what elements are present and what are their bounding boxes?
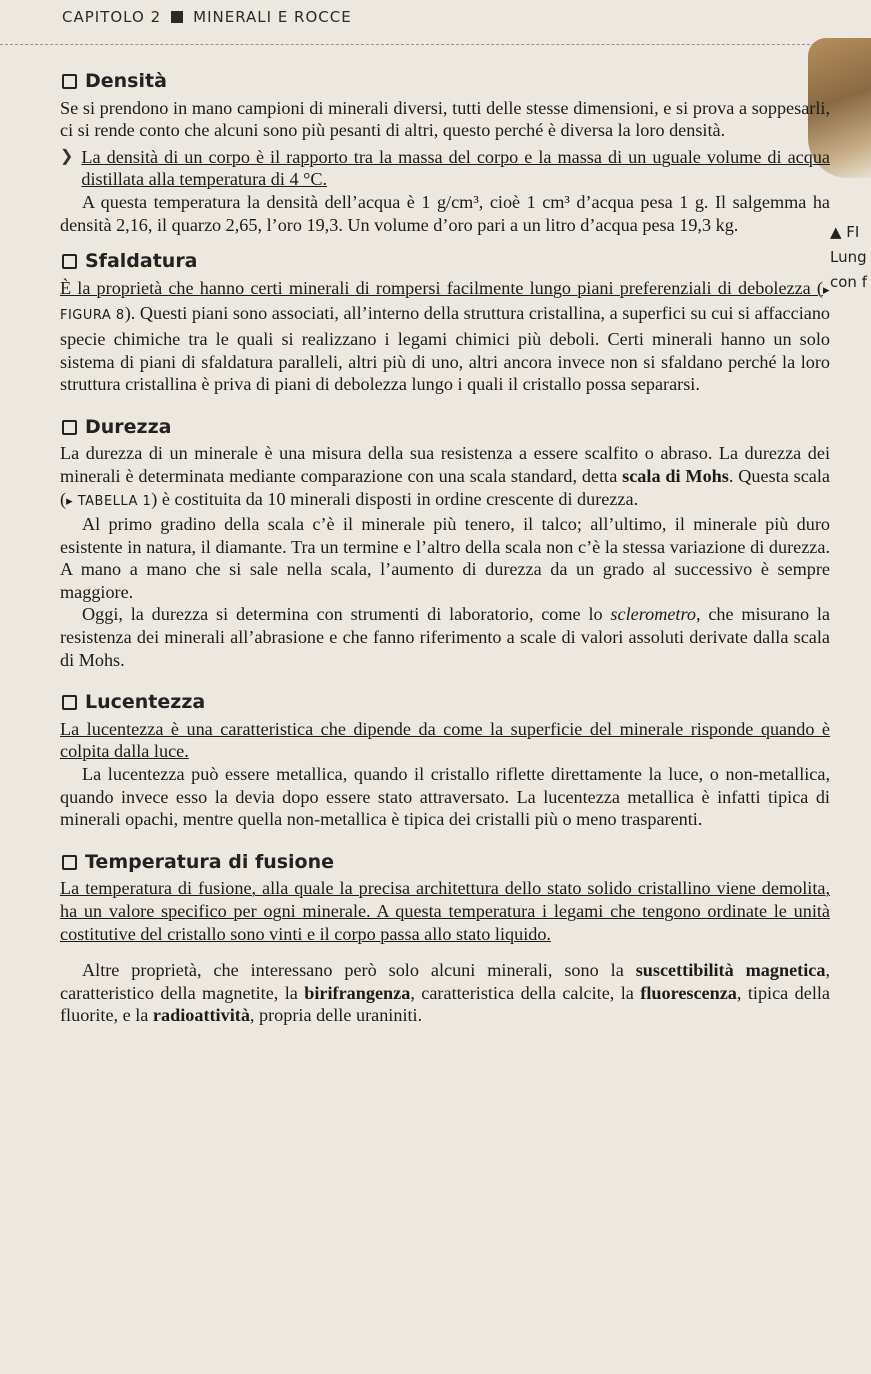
table-reference[interactable]: ▸ TABELLA 1 xyxy=(66,493,152,509)
caption-line-2: Lung xyxy=(830,248,867,266)
section-box-icon xyxy=(62,254,77,269)
densita-paragraph-2: A questa temperatura la densità dell’acqua è 1 g/cm³, cioè 1 cm³ d’acqua pesa 1 g. Il salgemma ha densità 2,16, il quarzo 2,65, l’oro 19,3. Un volume d’oro pari a un litro d’acqua pesa 19,3 kg. xyxy=(60,191,830,235)
section-title-fusione: Temperatura di fusione xyxy=(62,851,830,874)
section-title-densita: Densità xyxy=(62,70,830,93)
section-title-durezza: Durezza xyxy=(62,416,830,439)
section-title-sfaldatura: Sfaldatura xyxy=(62,250,830,273)
section-box-icon xyxy=(62,420,77,435)
chapter-number: CAPITOLO 2 xyxy=(62,8,162,26)
caption-line-3: con f xyxy=(830,273,867,291)
lucentezza-paragraph-1: La lucentezza è una caratteristica che dipende da come la superficie del minerale risponde quando è colpita dalla luce. xyxy=(60,718,830,762)
header-divider xyxy=(0,44,830,45)
section-box-icon xyxy=(62,74,77,89)
durezza-paragraph-3: Oggi, la durezza si determina con strumenti di laboratorio, come lo sclerometro, che misurano la resistenza dei minerali all’abrasione e che fanno riferimento a scale di valori assoluti derivate dalla scala di Mohs. xyxy=(60,604,831,670)
arrow-right-icon: ❯ xyxy=(60,147,74,165)
durezza-paragraph-2: Al primo gradino della scala c’è il minerale più tenero, il talco; all’ultimo, il minerale più duro esistente in natura, il diamante. Tra un termine e l’altro della scala non c’è la stessa variazione di durezza. A mano a mano che si sale nella scala, l’aumento di durezza da un grado al successivo è sempre maggiore. xyxy=(60,514,830,602)
figure-reference[interactable]: ▸ FIGURA 8 xyxy=(60,282,830,324)
chapter-header xyxy=(62,8,352,26)
section-title-lucentezza: Lucentezza xyxy=(62,691,830,714)
chapter-title: MINERALI E ROCCE xyxy=(193,8,352,26)
caption-line-1: ▲ FI xyxy=(830,223,860,241)
main-text xyxy=(60,48,830,1027)
densita-definition xyxy=(60,146,830,191)
square-bullet-icon xyxy=(171,11,183,23)
sfaldatura-paragraph: È la proprietà che hanno certi minerali di rompersi facilmente lungo piani preferenziali di debolezza (▸ FIGURA 8). Questi piani sono associati, all’interno della struttura cristallina, a superfici su cui si affacciano specie chimiche tra le quali si realizzano i legami chimici più deboli. Certi minerali hanno un solo sistema di piani di sfaldatura paralleli, altri più di uno, altri ancora invece non si sfaldano perché la loro struttura cristallina è priva di piani di debolezza lungo i quali il cristallo possa separarsi. xyxy=(60,277,831,395)
fusione-paragraph-2: Altre proprietà, che interessano però solo alcuni minerali, sono la suscettibilità magnetica, caratteristico della magnetite, la birifrangenza, caratteristica della calcite, la fluorescenza, tipica della fluorite, e la radioattività, propria delle uraniniti. xyxy=(60,960,830,1026)
section-box-icon xyxy=(62,695,77,710)
section-box-icon xyxy=(62,855,77,870)
definition-text: La densità di un corpo è il rapporto tra la massa del corpo e la massa di un uguale volume di acqua distillata alla temperatura di 4 °C. xyxy=(81,146,830,190)
densita-paragraph-1: Se si prendono in mano campioni di minerali diversi, tutti delle stesse dimensioni, e si prova a soppesarli, ci si rende conto che alcuni sono più pesanti di altri, questo perché è diversa la loro densità. xyxy=(60,97,830,141)
durezza-paragraph-1: La durezza di un minerale è una misura della sua resistenza a essere scalfito o abraso. La durezza dei minerali è determinata mediante comparazione con una scala standard, detta scala di Mohs. Questa scala (▸ TABELLA 1) è costituita da 10 minerali disposti in ordine crescente di durezza. xyxy=(60,443,830,509)
figure-caption-fragment xyxy=(830,220,867,295)
lucentezza-paragraph-2: La lucentezza può essere metallica, quando il cristallo riflette direttamente la luce, o non-metallica, quando invece esso la devia dopo essere stato attraversato. La lucentezza metallica è infatti tipica di minerali opachi, mentre quella non-metallica è tipica dei cristalli più o meno trasparenti. xyxy=(60,764,830,830)
fusione-paragraph-1: La temperatura di fusione, alla quale la precisa architettura dello stato solido cristallino viene demolita, ha un valore specifico per ogni minerale. A questa temperatura i legami che tengono ordinate le unità costitutive del cristallo sono vinti e il corpo passa allo stato liquido. xyxy=(60,878,830,944)
